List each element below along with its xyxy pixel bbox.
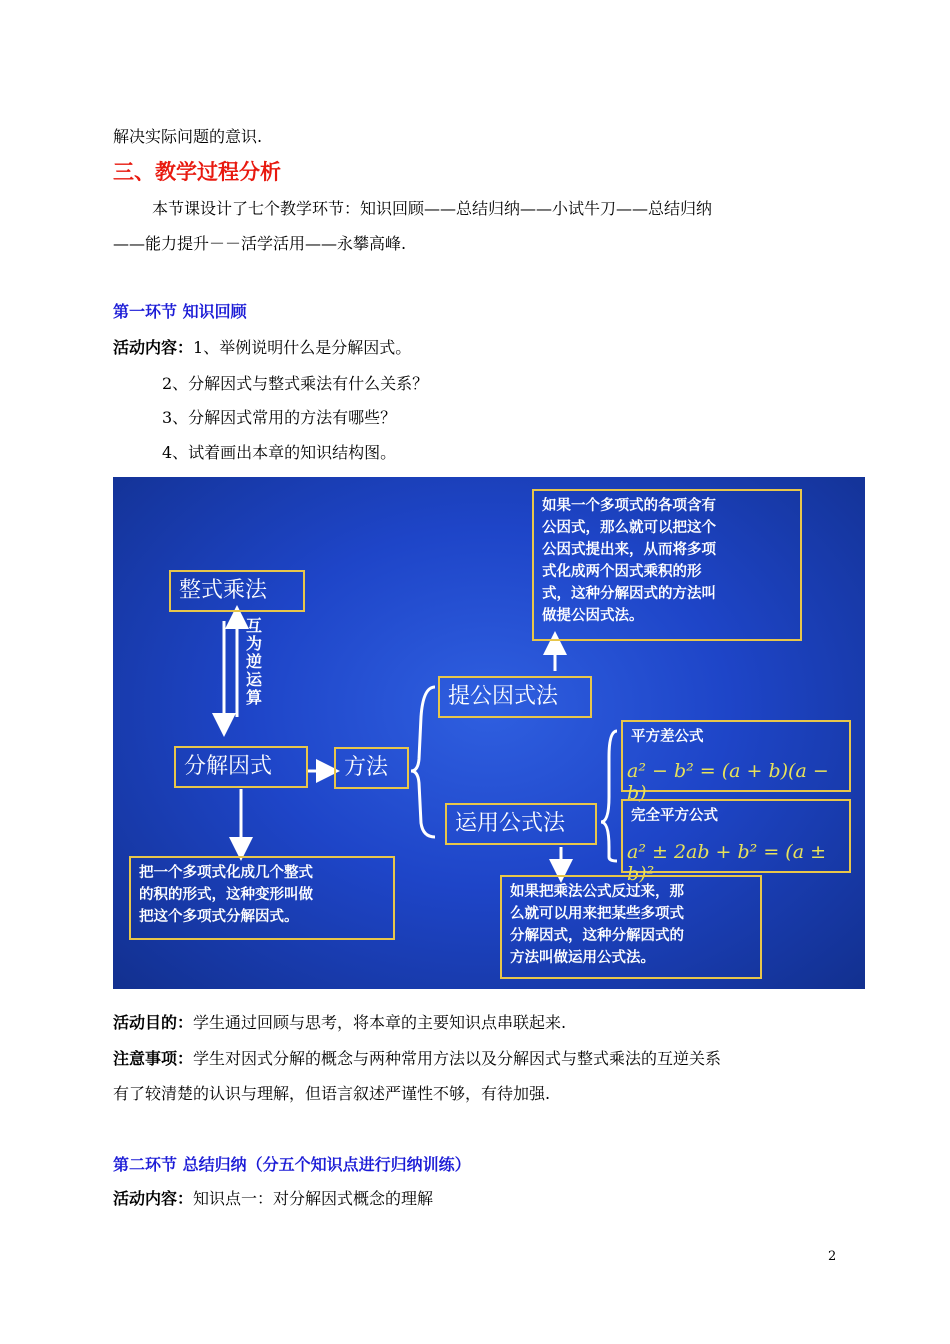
pingfangcha-formula: a² − b² = (a + b)(a − b) [627, 760, 829, 804]
paragraph-line-1: 本节课设计了七个教学环节：知识回顾——总结归纳——小试牛刀——总结归纳 [152, 199, 713, 218]
box-zhengshi-chengfa: 整式乘法 [169, 570, 305, 612]
page-number: 2 [828, 1249, 837, 1264]
box-pingfangcha [621, 720, 851, 804]
tigong-desc-line: 式，这种分解因式的方法叫 [542, 586, 716, 602]
box-yunyong-gongshifa: 运用公式法 [445, 803, 597, 845]
tigong-desc-line: 如果一个多项式的各项含有 [542, 498, 716, 514]
box-fangfa: 方法 [334, 747, 409, 789]
tigong-desc-line: 做提公因式法。 [542, 608, 644, 624]
activity-line-1 [113, 338, 411, 358]
note-line-2: 有了较清楚的认识与理解，但语言叙述严谨性不够，有待加强. [113, 1084, 551, 1103]
activity-item-2: 2、分解因式与整式乘法有什么关系？ [162, 374, 429, 393]
activity-item-3: 3、分解因式常用的方法有哪些？ [162, 408, 397, 427]
brace-methods [411, 687, 435, 837]
subsection-title-1: 第一环节 知识回顾 [113, 302, 247, 321]
goal-line [113, 1013, 566, 1033]
box-definition [129, 856, 395, 940]
goal-label: 活动目的： [113, 1013, 194, 1032]
note-line-1 [113, 1049, 721, 1069]
activity-2-item-1: 知识点一：对分解因式概念的理解 [193, 1189, 434, 1208]
box-yunyong-description [500, 875, 762, 979]
knowledge-structure-diagram [113, 477, 865, 989]
yunyong-desc-line: 如果把乘法公式反过来，那 [510, 884, 684, 900]
definition-line: 把这个多项式分解因式。 [139, 909, 299, 925]
definition-line: 把一个多项式化成几个整式 [139, 865, 313, 881]
note-text-1: 学生对因式分解的概念与两种常用方法以及分解因式与整式乘法的互逆关系 [193, 1049, 722, 1068]
pingfangcha-title: 平方差公式 [631, 729, 704, 745]
yunyong-desc-line: 么就可以用来把某些多项式 [510, 906, 684, 922]
tigong-desc-line: 公因式，那么就可以把这个 [542, 520, 716, 536]
activity-2-line [113, 1189, 433, 1209]
intro-tail-line: 解决实际问题的意识. [113, 127, 263, 146]
label-huwei-nisuan: 互 为 逆 运 算 [245, 616, 262, 707]
wanquan-title: 完全平方公式 [631, 808, 718, 824]
tigong-desc-line: 式化成两个因式乘积的形 [542, 564, 702, 580]
yunyong-desc-line: 分解因式，这种分解因式的 [510, 928, 684, 944]
goal-text: 学生通过回顾与思考，将本章的主要知识点串联起来. [193, 1013, 567, 1032]
activity-item-1: 1、举例说明什么是分解因式。 [193, 338, 412, 357]
box-wanquan-pingfang [621, 799, 851, 885]
definition-line: 的积的形式，这种变形叫做 [139, 887, 313, 903]
brace-formulas [601, 731, 617, 861]
subsection-title-2: 第二环节 总结归纳（分五个知识点进行归纳训练） [113, 1155, 471, 1174]
box-tigong-description [532, 489, 802, 641]
activity-item-4: 4、试着画出本章的知识结构图。 [162, 443, 397, 462]
section-heading: 三、教学过程分析 [113, 160, 281, 184]
paragraph-line-2: ——能力提升－－活学活用——永攀高峰. [113, 234, 407, 253]
yunyong-desc-line: 方法叫做运用公式法。 [510, 950, 655, 966]
activity-label: 活动内容： [113, 338, 194, 357]
tigong-desc-line: 公因式提出来，从而将多项 [542, 542, 716, 558]
activity-label-2: 活动内容： [113, 1189, 194, 1208]
wanquan-formula: a² ± 2ab + b² = (a ± b)² [627, 841, 826, 885]
box-tigong-yinshifa: 提公因式法 [438, 676, 592, 718]
note-label: 注意事项： [113, 1049, 194, 1068]
box-fenjie-yinshi: 分解因式 [174, 746, 308, 788]
